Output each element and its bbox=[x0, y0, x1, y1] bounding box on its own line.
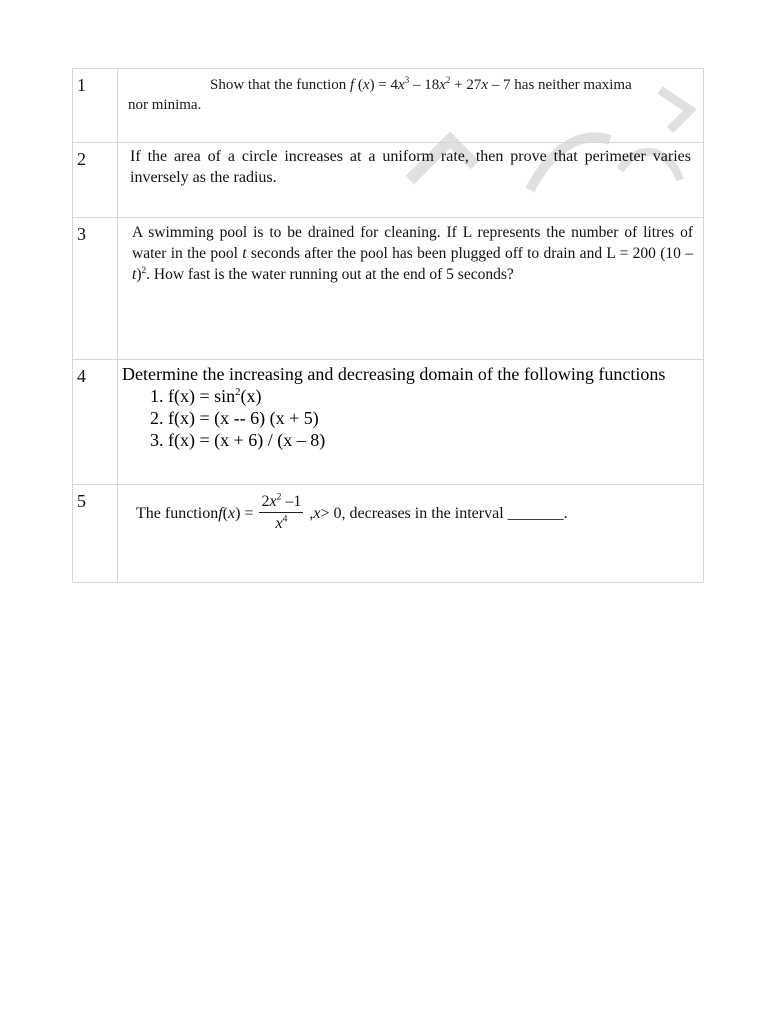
question-1-line-2: nor minima. bbox=[128, 97, 202, 113]
question-row bbox=[73, 143, 704, 218]
question-2-text: If the area of a circle increases at a uniform rate, then prove that perimeter varies inversely as the radius. bbox=[130, 148, 691, 186]
question-4-intro: Determine the increasing and decreasing domain of the following functions bbox=[122, 364, 666, 384]
question-text bbox=[118, 360, 704, 485]
fraction-numerator: $2x^2$ –1 bbox=[259, 492, 303, 513]
question-text bbox=[118, 218, 704, 360]
fraction-denominator: $x^4$ bbox=[275, 513, 288, 532]
question-number: 5 bbox=[73, 485, 118, 583]
question-3-text: A swimming pool is to be drained for cleaning. If L represents the number of litres of water in the pool t seconds after the pool has been plugged off to drain and L = 200 (10 – t)$^2$. How fast is the water running out at the end of 5 seconds? bbox=[132, 224, 693, 283]
question-number: 1 bbox=[73, 69, 118, 143]
question-row bbox=[73, 485, 704, 583]
list-item: 1. $f(x) = \sin^2(x)$ bbox=[168, 385, 695, 407]
fraction bbox=[259, 492, 303, 535]
question-row bbox=[73, 360, 704, 485]
question-text bbox=[118, 143, 704, 218]
question-number: 4 bbox=[73, 360, 118, 485]
question-1-line-1: Show that the function f $(x) = 4x^3 - 18x^2 + 27x - 7$ has neither maxima bbox=[210, 75, 632, 93]
question-5-text: The function f ( x ) = $\frac{2x^2 -1}{x^4}$ , x > 0, decreases in the interval _______. bbox=[118, 485, 703, 535]
question-number: 2 bbox=[73, 143, 118, 218]
question-row bbox=[73, 69, 704, 143]
question-number: 3 bbox=[73, 218, 118, 360]
list-item: 3. f(x) = (x + 6) / (x – 8) bbox=[168, 429, 695, 451]
question-row bbox=[73, 218, 704, 360]
question-text bbox=[118, 485, 704, 583]
list-item: 2. f(x) = (x -- 6) (x + 5) bbox=[168, 407, 695, 429]
function-list bbox=[122, 385, 695, 451]
questions-table bbox=[72, 68, 704, 583]
question-text bbox=[118, 69, 704, 143]
question-4-text bbox=[118, 360, 703, 451]
